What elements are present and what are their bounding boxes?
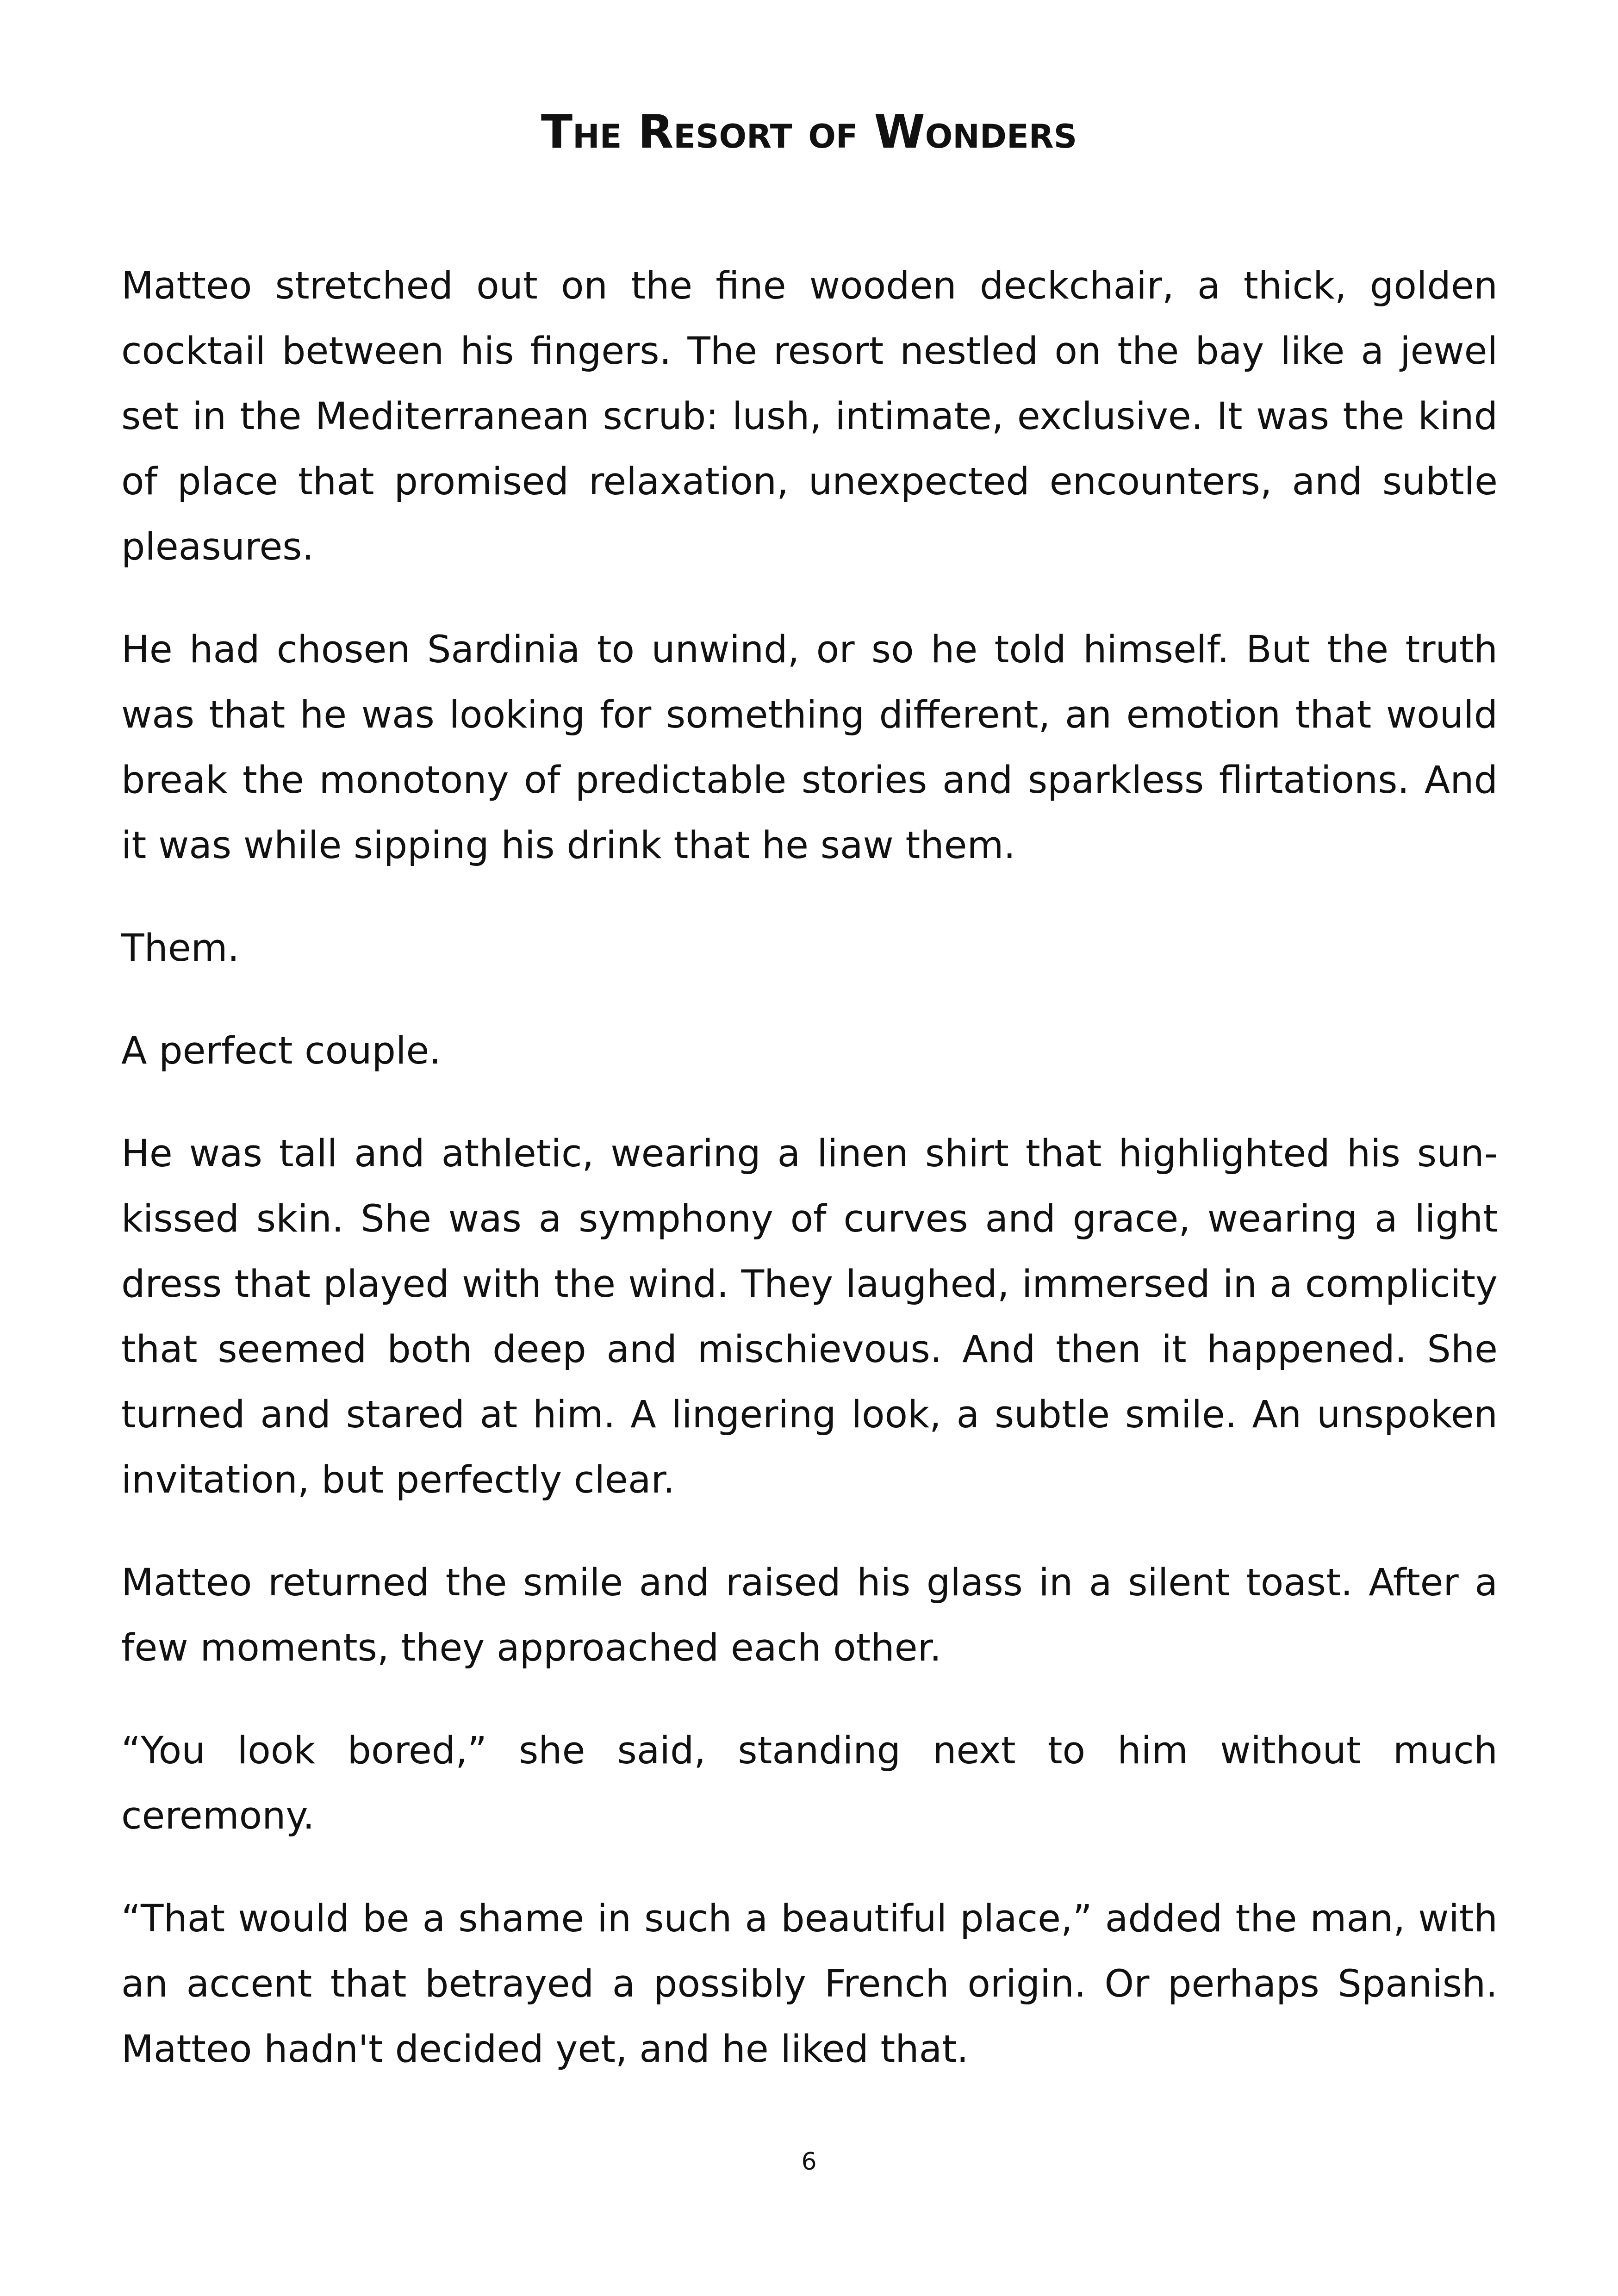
paragraph: Them.	[121, 927, 240, 970]
paragraph: A perfect couple.	[121, 1029, 442, 1073]
paragraph: “You look bored,” she said, standing next to him without much ceremony.	[121, 1729, 1498, 1838]
page-number: 6	[801, 2148, 817, 2176]
paragraph: He was tall and athletic, wearing a linen shirt that highlighted his sun-kissed skin. She was a symphony of curves and grace, wearing a light dress that played with the wind. They laughed, immersed in a complicity that seemed both deep and mischievous. And then it happened. She turned and stared at him. A lingering look, a subtle smile. An unspoken invitation, but perfectly clear.	[121, 1132, 1498, 1502]
paragraph: He had chosen Sardinia to unwind, or so he told himself. But the truth was that he was looking for something different, an emotion that would break the monotony of predictable stories and sparkless flirtations. And it was while sipping his drink that he saw them.	[121, 628, 1498, 867]
paragraph: Matteo stretched out on the fine wooden deckchair, a thick, golden cocktail between his fingers. The resort nestled on the bay like a jewel set in the Mediterranean scrub: lush, intimate, exclusive. It was the kind of place that promised relaxation, unexpected encounters, and subtle pleasures.	[121, 264, 1498, 569]
paragraph: “That would be a shame in such a beautiful place,” added the man, with an accent that betrayed a possibly French origin. Or perhaps Spanish. Matteo hadn't decided yet, and he liked that.	[121, 1897, 1498, 2071]
paragraph: Matteo returned the smile and raised his glass in a silent toast. After a few moments, they approached each other.	[121, 1561, 1498, 1670]
chapter-title: The Resort of Wonders	[541, 105, 1077, 159]
chapter-body	[121, 254, 1498, 2120]
